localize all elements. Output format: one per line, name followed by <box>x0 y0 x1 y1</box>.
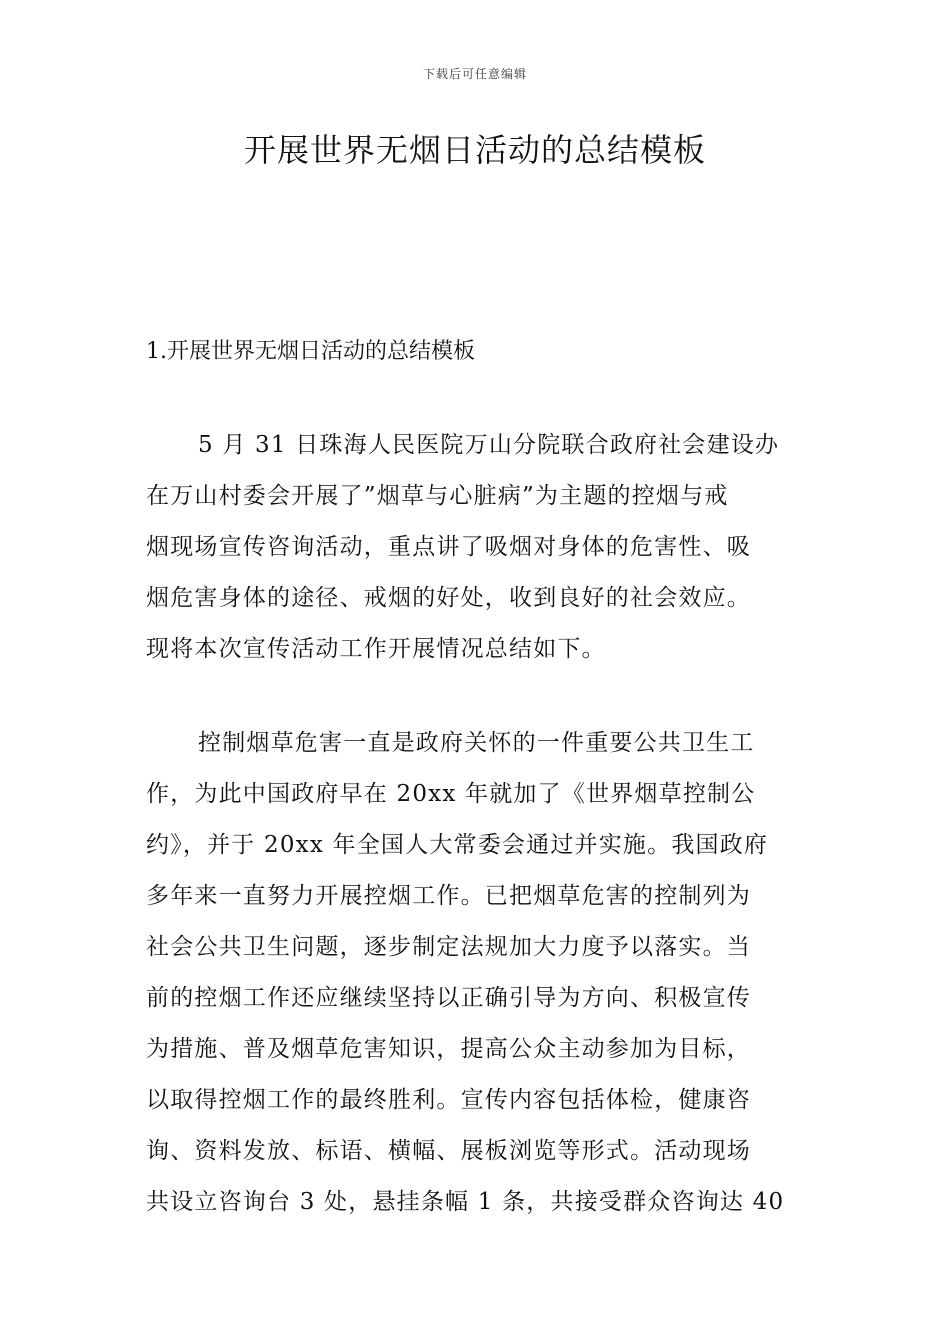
header-note: 下载后可任意编辑 <box>422 67 527 81</box>
paragraph-line: 烟现场宣传咨询活动，重点讲了吸烟对身体的危害性、吸 <box>146 534 751 560</box>
paragraph-line: 作，为此中国政府早在 20xx 年就加了《世界烟草控制公 <box>146 781 756 807</box>
paragraph-line: 5 月 31 日珠海人民医院万山分院联合政府社会建设办 <box>198 432 780 458</box>
paragraph-line: 前的控烟工作还应继续坚持以正确引导为方向、积极宣传 <box>146 985 751 1011</box>
paragraph-2 <box>146 718 784 1228</box>
paragraph-line: 现将本次宣传活动工作开展情况总结如下。 <box>146 636 606 662</box>
document-title: 开展世界无烟日活动的总结模板 <box>243 131 706 169</box>
paragraph-line: 社会公共卫生问题，逐步制定法规加大力度予以落实。当 <box>146 934 751 960</box>
paragraph-line: 以取得控烟工作的最终胜利。宣传内容包括体检，健康咨 <box>146 1087 751 1113</box>
paragraph-line: 多年来一直努力开展控烟工作。已把烟草危害的控制列为 <box>146 883 751 909</box>
paragraph-line: 共设立咨询台 3 处，悬挂条幅 1 条，共接受群众咨询达 40 <box>146 1189 785 1215</box>
paragraph-line: 控制烟草危害一直是政府关怀的一件重要公共卫生工 <box>198 730 755 756</box>
paragraph-line: 为措施、普及烟草危害知识，提高公众主动参加为目标， <box>146 1036 751 1062</box>
paragraph-1 <box>146 420 779 675</box>
paragraph-line: 约》，并于 20xx 年全国人大常委会通过并实施。我国政府 <box>146 832 769 858</box>
section-heading: 1.开展世界无烟日活动的总结模板 <box>146 339 475 364</box>
paragraph-line: 询、资料发放、标语、横幅、展板浏览等形式。活动现场 <box>146 1138 751 1164</box>
paragraph-line: 烟危害身体的途径、戒烟的好处，收到良好的社会效应。 <box>146 585 751 611</box>
paragraph-line: 在万山村委会开展了”烟草与心脏病”为主题的控烟与戒 <box>146 483 729 509</box>
